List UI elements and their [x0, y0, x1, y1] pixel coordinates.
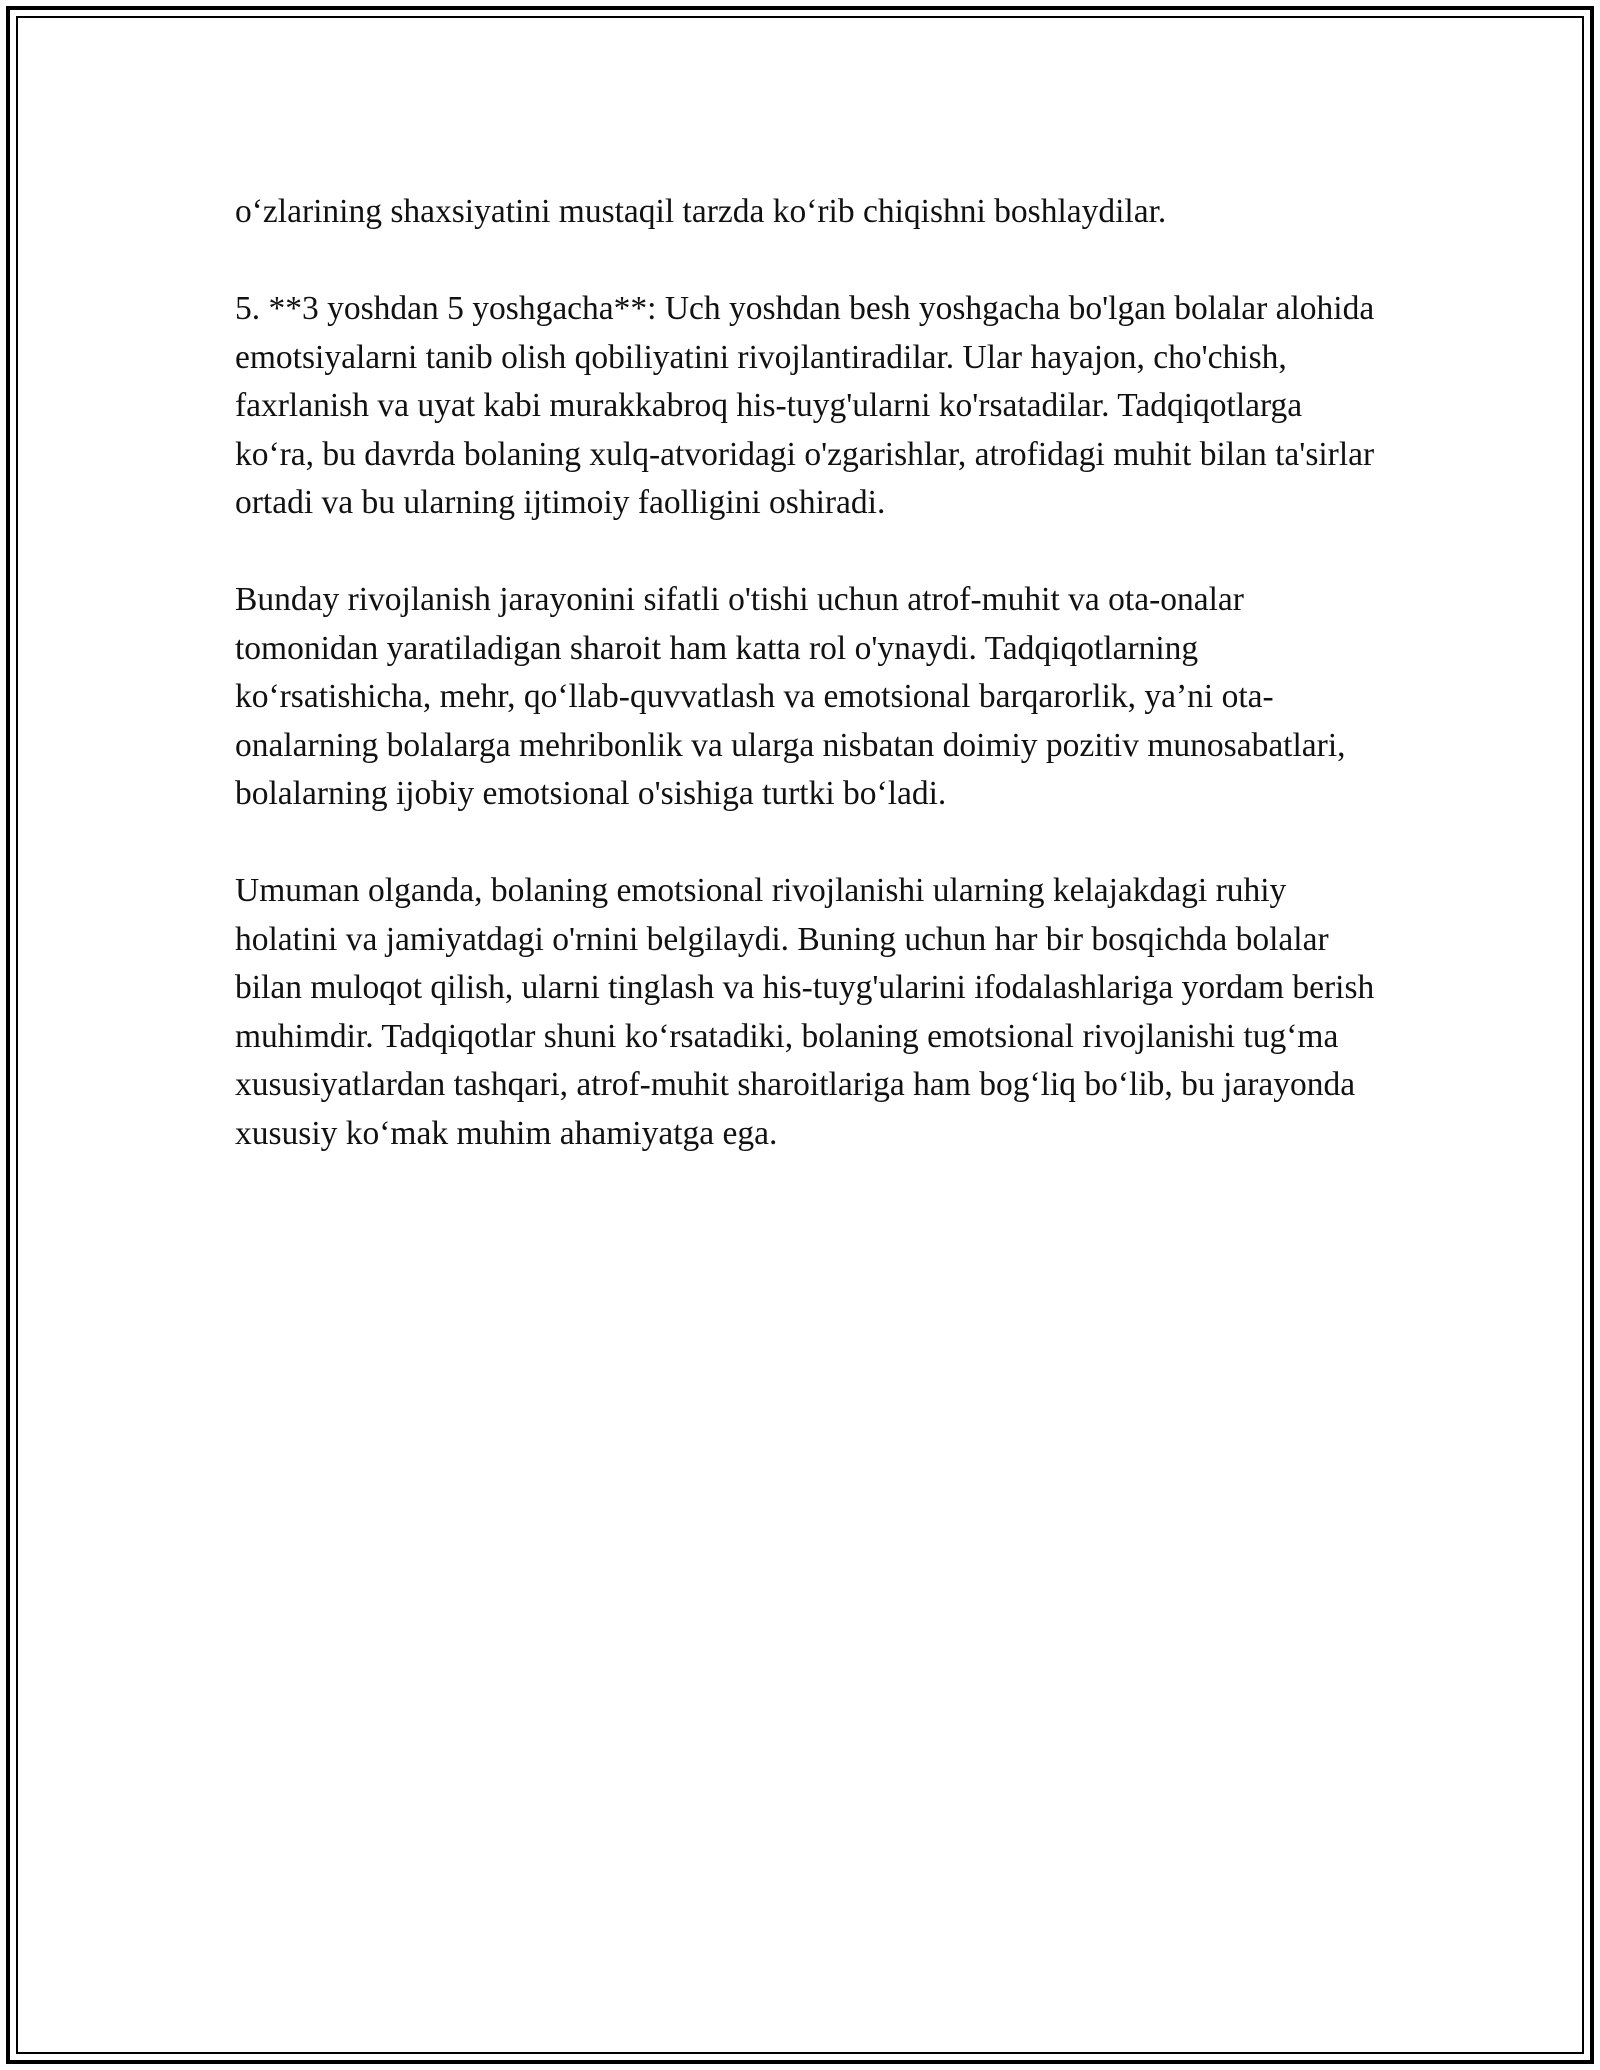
- document-body: [235, 188, 1385, 1158]
- paragraph-age-3-to-5: 5. **3 yoshdan 5 yoshgacha**: Uch yoshdan besh yoshgacha bo'lgan bolalar alohida emotsiyalarni tanib olish qobiliyatini rivojlantiradilar. Ular hayajon, cho'chish, faxrlanish va uyat kabi murakkabroq his-tuyg'ularni ko'rsatadilar. Tadqiqotlarga ko‘ra, bu davrda bolaning xulq-atvoridagi o'zgarishlar, atrofidagi muhit bilan ta'sirlar ortadi va bu ularning ijtimoiy faolligini oshiradi.: [235, 290, 1375, 521]
- paragraph-continuation: o‘zlarining shaxsiyatini mustaqil tarzda ko‘rib chiqishni boshlaydilar.: [235, 193, 1167, 230]
- paragraph-environment-role: Bunday rivojlanish jarayonini sifatli o'tishi uchun atrof-muhit va ota-onalar tomonidan yaratiladigan sharoit ham katta rol o'ynaydi. Tadqiqotlarning ko‘rsatishicha, mehr, qo‘llab-quvvatlash va emotsional barqarorlik, ya’ni ota-onalarning bolalarga mehribonlik va ularga nisbatan doimiy pozitiv munosabatlari, bolalarning ijobiy emotsional o'sishiga turtki bo‘ladi.: [235, 581, 1346, 812]
- paragraph-conclusion: Umuman olganda, bolaning emotsional rivojlanishi ularning kelajakdagi ruhiy holatini va jamiyatdagi o'rnini belgilaydi. Buning uchun har bir bosqichda bolalar bilan muloqot qilish, ularni tinglash va his-tuyg'ularini ifodalashlariga yordam berish muhimdir. Tadqiqotlar shuni ko‘rsatadiki, bolaning emotsional rivojlanishi tug‘ma xususiyatlardan tashqari, atrof-muhit sharoitlariga ham bog‘liq bo‘lib, bu jarayonda xususiy ko‘mak muhim ahamiyatga ega.: [235, 872, 1375, 1152]
